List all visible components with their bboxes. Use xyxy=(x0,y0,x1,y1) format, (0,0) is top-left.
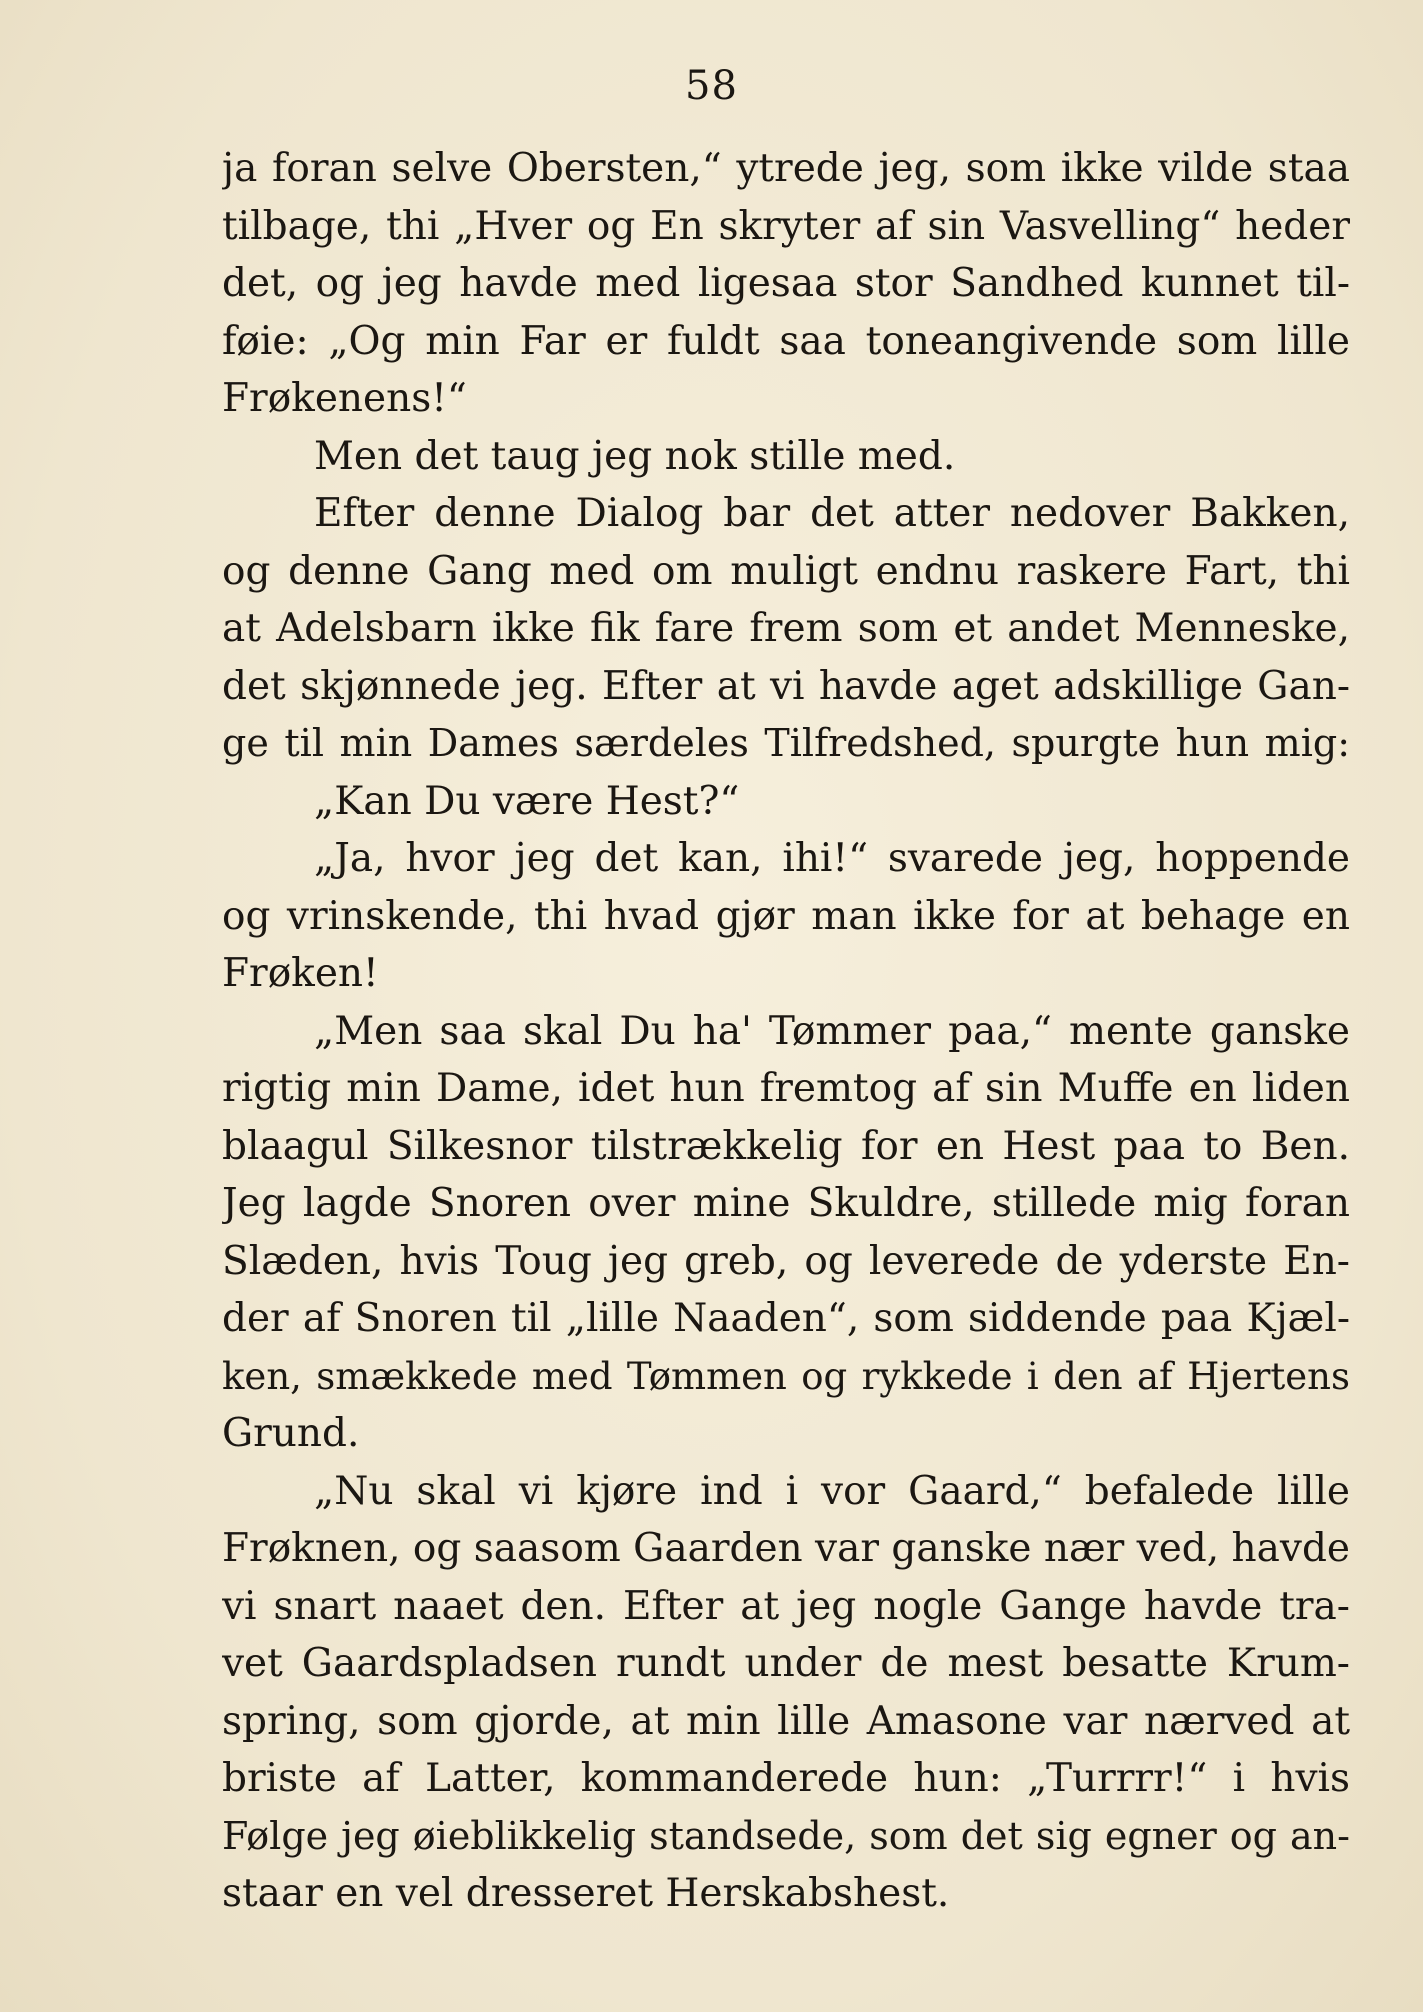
text-line: Frøken! xyxy=(222,951,379,996)
text-line: Jeg lagde Snoren over mine Skuldre, stillede mig foran xyxy=(222,1181,1350,1226)
text-line: Slæden, hvis Toug jeg greb, og leverede de yderste En- xyxy=(222,1238,1350,1284)
text-line: Men det taug jeg nok stille med. xyxy=(314,433,956,479)
text-line: „Nu skal vi kjøre ind i vor Gaard,“ befalede lille xyxy=(314,1468,1350,1514)
text-line: føie: „Og min Far er fuldt saa toneangivende som lille xyxy=(222,318,1350,364)
text-line: „Ja, hvor jeg det kan, ihi!“ svarede jeg, hoppende xyxy=(314,836,1350,881)
text-line: Frøkenens!“ xyxy=(222,376,467,421)
text-line: „Kan Du være Hest?“ xyxy=(314,778,740,824)
text-line: blaagul Silkesnor tilstrækkelig for en Hest paa to Ben. xyxy=(222,1123,1350,1169)
text-line: der af Snoren til „lille Naaden“, som siddende paa Kjæl- xyxy=(222,1296,1350,1341)
text-line: og denne Gang med om muligt endnu raskere Fart, thi xyxy=(222,548,1350,594)
text-line: Efter denne Dialog bar det atter nedover Bakken, xyxy=(314,491,1350,536)
text-line: tilbage, thi „Hver og En skryter af sin Vasvelling“ heder xyxy=(222,203,1350,249)
text-line: ja foran selve Obersten,“ ytrede jeg, som ikke vilde staa xyxy=(222,146,1350,191)
text-line: det, og jeg havde med ligesaa stor Sandhed kunnet til- xyxy=(222,261,1350,306)
text-line: ge til min Dames særdeles Tilfredshed, spurgte hun mig: xyxy=(222,721,1350,765)
text-line: Frøknen, og saasom Gaarden var ganske nær ved, havde xyxy=(222,1526,1350,1571)
text-line: at Adelsbarn ikke fik fare frem som et andet Menneske, xyxy=(222,606,1350,651)
text-line: staar en vel dresseret Herskabshest. xyxy=(222,1871,950,1916)
text-line: det skjønnede jeg. Efter at vi havde aget adskillige Gan- xyxy=(222,663,1350,709)
page-number: 58 xyxy=(685,63,738,109)
text-line: vet Gaardspladsen rundt under de mest besatte Krum- xyxy=(222,1641,1350,1686)
text-line: „Men saa skal Du ha' Tømmer paa,“ mente ganske xyxy=(314,1008,1350,1054)
text-line: Grund. xyxy=(222,1411,360,1456)
text-line: ken, smækkede med Tømmen og rykkede i den af Hjertens xyxy=(222,1354,1350,1398)
text-line: Følge jeg øieblikkelig standsede, som det sig egner og an- xyxy=(222,1813,1350,1858)
text-line: vi snart naaet den. Efter at jeg nogle Gange havde tra- xyxy=(222,1583,1350,1629)
text-line: og vrinskende, thi hvad gjør man ikke for at behage en xyxy=(222,893,1350,939)
text-line: rigtig min Dame, idet hun fremtog af sin Muffe en liden xyxy=(222,1066,1350,1111)
text-line: briste af Latter, kommanderede hun: „Turrrr!“ i hvis xyxy=(222,1756,1350,1801)
text-line: spring, som gjorde, at min lille Amasone var nærved at xyxy=(222,1698,1350,1744)
body-text xyxy=(222,140,1350,1923)
